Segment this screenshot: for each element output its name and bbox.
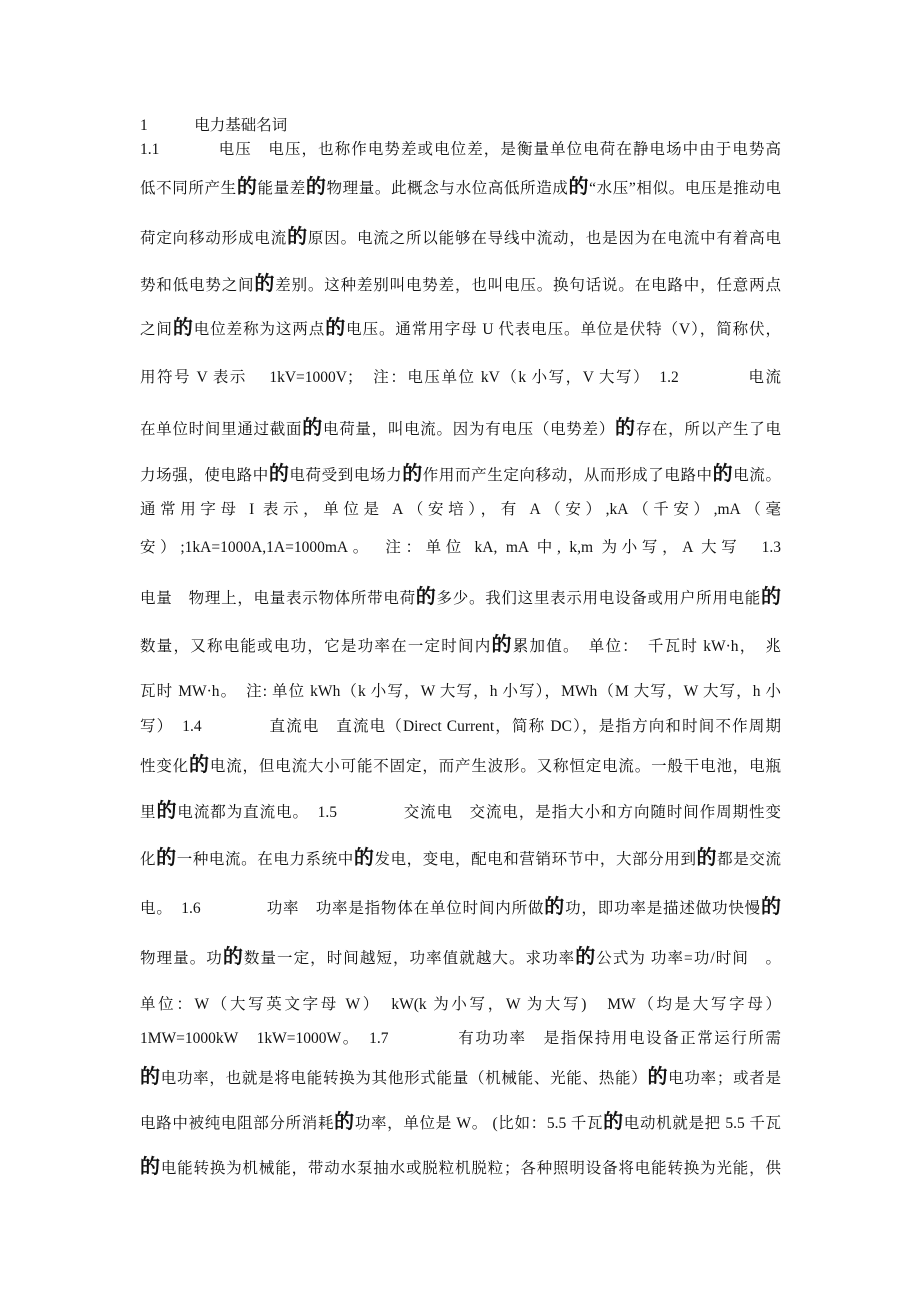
- paragraph-line: 性变化的电流，但电流大小可能不固定，而产生波形。又称恒定电流。一般干电池，电瓶: [140, 752, 781, 776]
- emphasized-glyph: 的: [287, 224, 308, 248]
- emphasized-glyph: 的: [140, 1154, 161, 1178]
- emphasized-glyph: 的: [302, 415, 323, 439]
- paragraph-line: 1.1 电压 电压，也称作电势差或电位差，是衡量单位电荷在静电场中由于电势高: [140, 141, 781, 158]
- paragraph-line: 电量 物理上，电量表示物体所带电荷的多少。我们这里表示用电设备或用户所用电能的: [140, 584, 781, 608]
- emphasized-glyph: 的: [614, 415, 636, 439]
- paragraph-line: 化的一种电流。在电力系统中的发电，变电，配电和营销环节中，大部分用到的都是交流: [140, 845, 781, 869]
- paragraph-line: 之间的电位差称为这两点的电压。通常用字母 U 代表电压。单位是伏特（V），简称伏，: [140, 315, 782, 339]
- emphasized-glyph: 的: [156, 798, 178, 822]
- emphasized-glyph: 的: [712, 461, 734, 485]
- section-heading: 1 电力基础名词: [140, 117, 288, 134]
- paragraph-line: 单位：W（大写英文字母 W） kW(k 为小写，W 为大写) MW（均是大写字母）: [140, 996, 781, 1013]
- paragraph-line: 写） 1.4 直流电 直流电（Direct Current，简称 DC），是指方向和时间不作周期: [140, 718, 781, 735]
- emphasized-glyph: 的: [222, 944, 244, 968]
- paragraph-line: 荷定向移动形成电流的原因。电流之所以能够在导线中流动，也是因为在电流中有着高电: [140, 224, 781, 248]
- emphasized-glyph: 的: [402, 461, 423, 485]
- emphasized-glyph: 的: [647, 1064, 669, 1088]
- emphasized-glyph: 的: [491, 632, 513, 656]
- emphasized-glyph: 的: [760, 894, 781, 918]
- paragraph-line: 安）;1kA=1000A,1A=1000mA。 注：单位 kA, mA 中, k,m 为小写，A 大写 1.3: [140, 539, 781, 556]
- paragraph-line: 1MW=1000kW 1kW=1000W。 1.7 有功功率 是指保持用电设备正常运行所需: [140, 1030, 781, 1047]
- emphasized-glyph: 的: [325, 315, 347, 339]
- paragraph-line: 低不同所产生的能量差的物理量。此概念与水位高低所造成的“水压”相似。电压是推动电: [140, 174, 781, 198]
- paragraph-line: 的电能转换为机械能，带动水泵抽水或脱粒机脱粒；各种照明设备将电能转换为光能，供: [140, 1154, 781, 1178]
- paragraph-line: 电。 1.6 功率 功率是指物体在单位时间内所做的功，即功率是描述做功快慢的: [140, 894, 781, 918]
- emphasized-glyph: 的: [544, 894, 566, 918]
- emphasized-glyph: 的: [603, 1109, 624, 1133]
- emphasized-glyph: 的: [156, 845, 177, 869]
- emphasized-glyph: 的: [353, 845, 375, 869]
- paragraph-line: 用符号 V 表示 1kV=1000V； 注：电压单位 kV（k 小写，V 大写） 1.2 电流: [140, 369, 781, 386]
- paragraph-line: 数量，又称电能或电功，它是功率在一定时间内的累加值。 单位： 千瓦时 kW·h， 兆: [140, 632, 781, 656]
- emphasized-glyph: 的: [140, 1064, 161, 1088]
- emphasized-glyph: 的: [172, 315, 194, 339]
- emphasized-glyph: 的: [236, 174, 258, 198]
- emphasized-glyph: 的: [334, 1109, 355, 1133]
- paragraph-line: 瓦时 MW·h。 注: 单位 kWh（k 小写，W 大写，h 小写），MWh（M 大写，W 大写，h 小: [140, 683, 781, 700]
- emphasized-glyph: 的: [575, 944, 597, 968]
- paragraph-line: 在单位时间里通过截面的电荷量，叫电流。因为有电压（电势差）的存在，所以产生了电: [140, 415, 781, 439]
- emphasized-glyph: 的: [696, 845, 718, 869]
- emphasized-glyph: 的: [415, 584, 437, 608]
- paragraph-line: 势和低电势之间的差别。这种差别叫电势差，也叫电压。换句话说。在电路中，任意两点: [140, 271, 781, 295]
- emphasized-glyph: 的: [305, 174, 327, 198]
- emphasized-glyph: 的: [568, 174, 590, 198]
- paragraph-line: 电路中被纯电阻部分所消耗的功率，单位是 W。 (比如：5.5 千瓦的电动机就是把 5.5 千瓦: [140, 1109, 782, 1133]
- paragraph-line: 的电功率，也就是将电能转换为其他形式能量（机械能、光能、热能）的电功率；或者是: [140, 1064, 782, 1088]
- emphasized-glyph: 的: [189, 752, 210, 776]
- paragraph-line: 通常用字母 I 表示，单位是 A（安培），有 A（安）,kA（千安）,mA（毫: [140, 501, 781, 518]
- paragraph-line: 里的电流都为直流电。 1.5 交流电 交流电，是指大小和方向随时间作周期性变: [140, 798, 781, 822]
- emphasized-glyph: 的: [268, 461, 290, 485]
- emphasized-glyph: 的: [761, 584, 781, 608]
- paragraph-line: 物理量。功的数量一定，时间越短，功率值就越大。求功率的公式为 功率=功/时间 。: [140, 944, 781, 968]
- emphasized-glyph: 的: [254, 271, 276, 295]
- paragraph-line: 力场强，使电路中的电荷受到电场力的作用而产生定向移动，从而形成了电路中的电流。: [140, 461, 781, 485]
